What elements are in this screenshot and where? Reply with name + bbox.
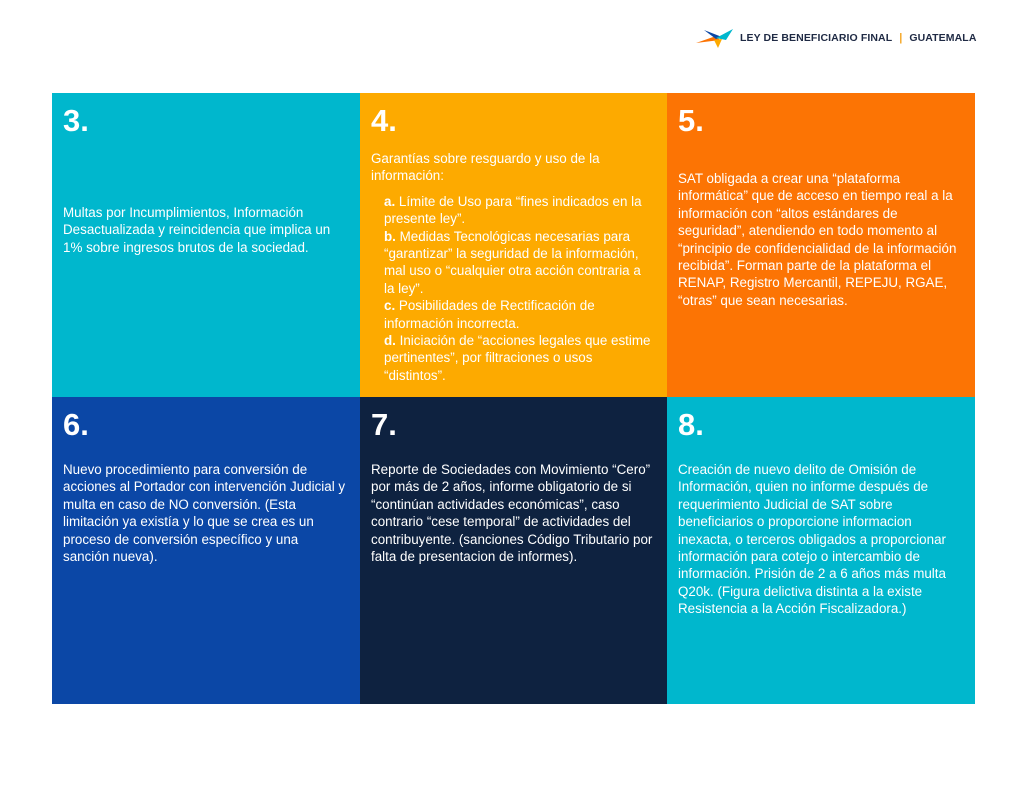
panel-3 bbox=[52, 93, 360, 397]
list-item: a. Límite de Uso para “fines indicados en la presente ley”. bbox=[384, 193, 642, 227]
panel-7 bbox=[360, 397, 667, 704]
panel-text: Nuevo procedimiento para conversión de acciones al Portador con intervención Judicial y multa en caso de NO conversión. (Esta limitación ya existía y lo que se crea es un proceso de conversión específico y una sanción nueva). bbox=[63, 462, 346, 565]
panel-8 bbox=[667, 397, 975, 704]
panel-text: Reporte de Sociedades con Movimiento “Cero” por más de 2 años, informe obligatorio de si “continúan actividades económicas”, caso contrario “cese temporal” de actividades del contribuyente. (sanciones Código Tributario por falta de presentacion de informes). bbox=[371, 462, 653, 565]
panel-number: 5. bbox=[678, 103, 704, 138]
panel-body bbox=[371, 150, 653, 384]
header-country: GUATEMALA bbox=[909, 32, 977, 44]
panel-number: 7. bbox=[371, 407, 397, 442]
list-item: d. Iniciación de “acciones legales que estime pertinentes”, por filtraciones o usos “distintos”. bbox=[384, 333, 651, 383]
panel-intro: Garantías sobre resguardo y uso de la información: bbox=[371, 151, 600, 184]
guarantee-list bbox=[371, 193, 653, 384]
list-item: c. Posibilidades de Rectificación de información incorrecta. bbox=[384, 298, 595, 331]
panel-4 bbox=[360, 93, 667, 397]
header bbox=[696, 26, 977, 50]
panel-number: 8. bbox=[678, 407, 704, 442]
panel-body bbox=[371, 461, 653, 565]
panel-text: Creación de nuevo delito de Omisión de Información, quien no informe después de requerimiento Judicial de SAT sobre beneficiarios o proporcione informacion inexacta, o terceros obligados a proporcionar información para cotejo o intercambio de información. Prisión de 2 a 6 años más multa Q20k. (Figura delictiva distinta a la existe Resistencia a la Acción Fiscalizadora.) bbox=[678, 462, 946, 617]
panel-body bbox=[678, 461, 961, 618]
panel-6 bbox=[52, 397, 360, 704]
panel-number: 6. bbox=[63, 407, 89, 442]
list-item: b. Medidas Tecnológicas necesarias para “garantizar” la seguridad de la información, mal uso o “cualquier otra acción contraria a la ley”. bbox=[384, 228, 641, 296]
panel-text: Multas por Incumplimientos, Información Desactualizada y reincidencia que implica un 1% sobre ingresos brutos de la sociedad. bbox=[63, 205, 331, 255]
bird-logo-icon bbox=[696, 27, 734, 49]
panel-number: 3. bbox=[63, 103, 89, 138]
header-separator: | bbox=[899, 32, 903, 44]
header-title: LEY DE BENEFICIARIO FINAL bbox=[740, 32, 893, 44]
panel-body bbox=[678, 170, 961, 309]
panel-5 bbox=[667, 93, 975, 397]
info-grid bbox=[52, 93, 975, 704]
panel-number: 4. bbox=[371, 103, 397, 138]
panel-body bbox=[63, 461, 346, 565]
panel-text: SAT obligada a crear una “plataforma informática” que de acceso en tiempo real a la información con “altos estándares de seguridad”, atendiendo en todo momento al “principio de confidencialidad de la información recibida”. Forman parte de la plataforma el RENAP, Registro Mercantil, REPEJU, RGAE, “otras” que sean necesarias. bbox=[678, 171, 957, 308]
panel-body bbox=[63, 204, 346, 256]
